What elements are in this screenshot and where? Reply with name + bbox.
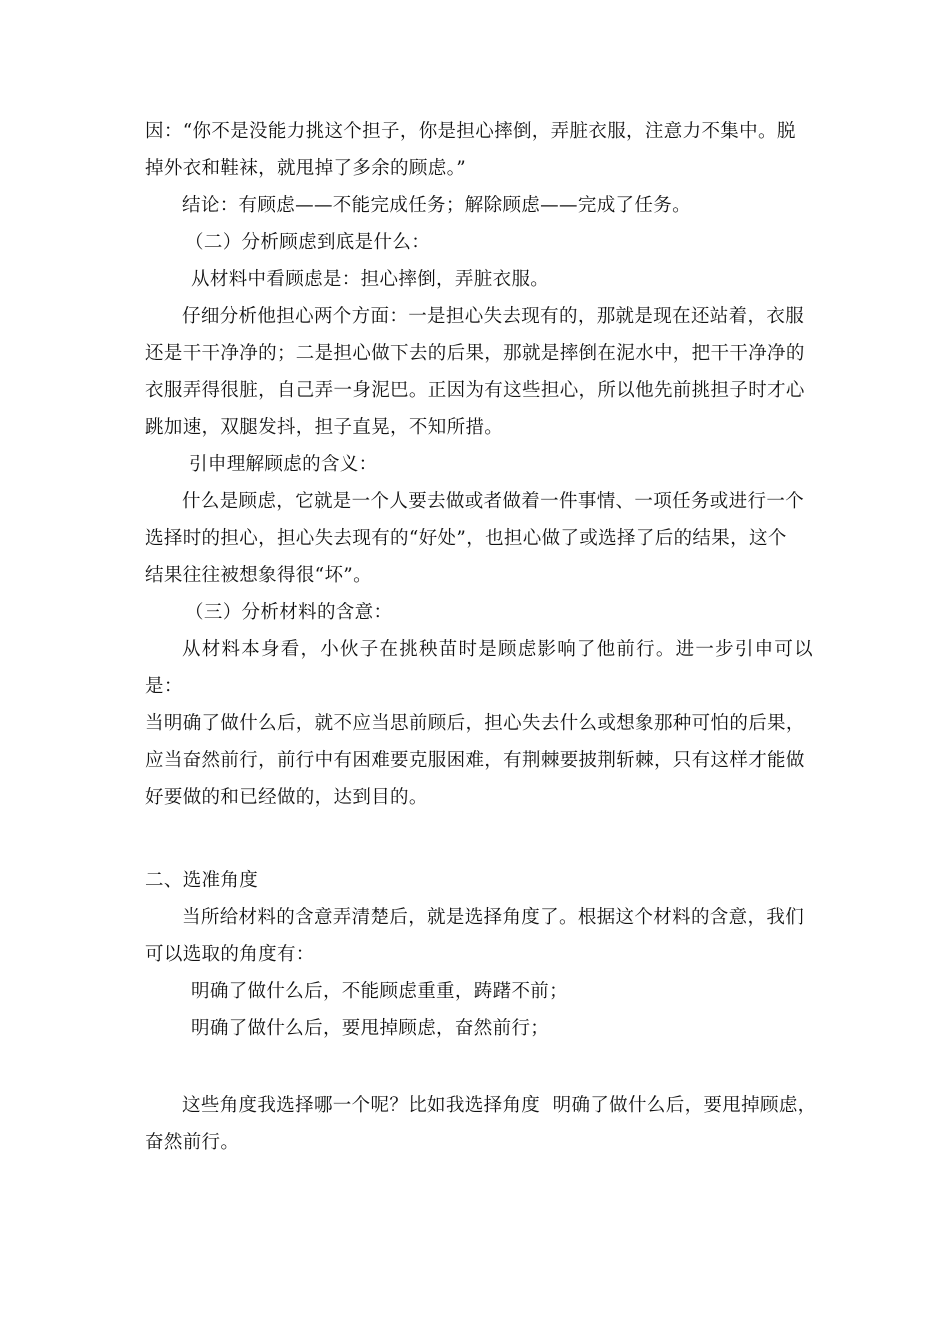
text-line: 衣服弄得很脏，自己弄一身泥巴。正因为有这些担心，所以他先前挑担子时才心 <box>145 380 805 401</box>
material-paragraph: 从材料中看顾虑是：担心摔倒，弄脏衣服。 <box>191 269 550 290</box>
text-line: 掉外衣和鞋袜，就甩掉了多余的顾虑。” <box>145 158 467 179</box>
text-line: 选择时的担心，担心失去现有的“好处”，也担心做了或选择了后的结果，这个 <box>145 528 787 549</box>
extend-heading: 引申理解顾虑的含义： <box>189 454 378 475</box>
meaning-paragraph <box>145 631 813 816</box>
text-line: 可以选取的角度有： <box>145 944 315 965</box>
text-line: 奋然前行。 <box>145 1132 240 1153</box>
section-2-heading: 二、选准角度 <box>145 870 259 891</box>
angle-item: 明确了做什么后，要甩掉顾虑，奋然前行； <box>191 1018 550 1039</box>
text-line: 什么是顾虑，它就是一个人要去做或者做着一件事情、一项任务或进行一个 <box>182 491 805 512</box>
text-line: 这些角度我选择哪一个呢？比如我选择角度 明确了做什么后，要甩掉顾虑， <box>182 1095 817 1116</box>
conclusion-paragraph: 结论：有顾虑——不能完成任务；解除顾虑——完成了任务。 <box>182 195 691 216</box>
section-2-content <box>145 862 813 1047</box>
text-line: 从材料本身看，小伙子在挑秧苗时是顾虑影响了他前行。进一步引申可以是： <box>145 639 813 697</box>
text-line: 当所给材料的含意弄清楚后，就是选择角度了。根据这个材料的含意，我们 <box>182 907 805 928</box>
text-line: 应当奋然前行，前行中有困难要克服困难，有荆棘要披荆斩棘，只有这样才能做 <box>145 750 805 771</box>
text-line: 跳加速，双腿发抖，担子直晃，不知所措。 <box>145 417 504 438</box>
section-1-content <box>145 113 813 816</box>
angle-item: 明确了做什么后，不能顾虑重重，踌躇不前； <box>191 981 569 1002</box>
subheading-2: （二）分析顾虑到底是什么： <box>185 232 431 253</box>
text-line: 好要做的和已经做的，达到目的。 <box>145 787 428 808</box>
text-line: 当明确了做什么后，就不应当思前顾后，担心失去什么或想象那种可怕的后果， <box>145 713 805 734</box>
text-line: 仔细分析他担心两个方面：一是担心失去现有的，那就是现在还站着，衣服 <box>182 306 805 327</box>
analysis-paragraph <box>145 298 813 446</box>
section-2-intro <box>145 899 813 973</box>
quote-paragraph <box>145 113 813 187</box>
subheading-3: （三）分析材料的含意： <box>185 602 393 623</box>
text-line: 结果往往被想象得很“坏”。 <box>145 565 372 586</box>
choice-paragraph <box>145 1087 817 1161</box>
text-line: 还是干干净净的；二是担心做下去的后果，那就是摔倒在泥水中，把干干净净的 <box>145 343 805 364</box>
text-line: 因：“你不是没能力挑这个担子，你是担心摔倒，弄脏衣服，注意力不集中。脱 <box>145 121 796 142</box>
definition-paragraph <box>145 483 813 594</box>
section-2-choice <box>145 1087 817 1161</box>
